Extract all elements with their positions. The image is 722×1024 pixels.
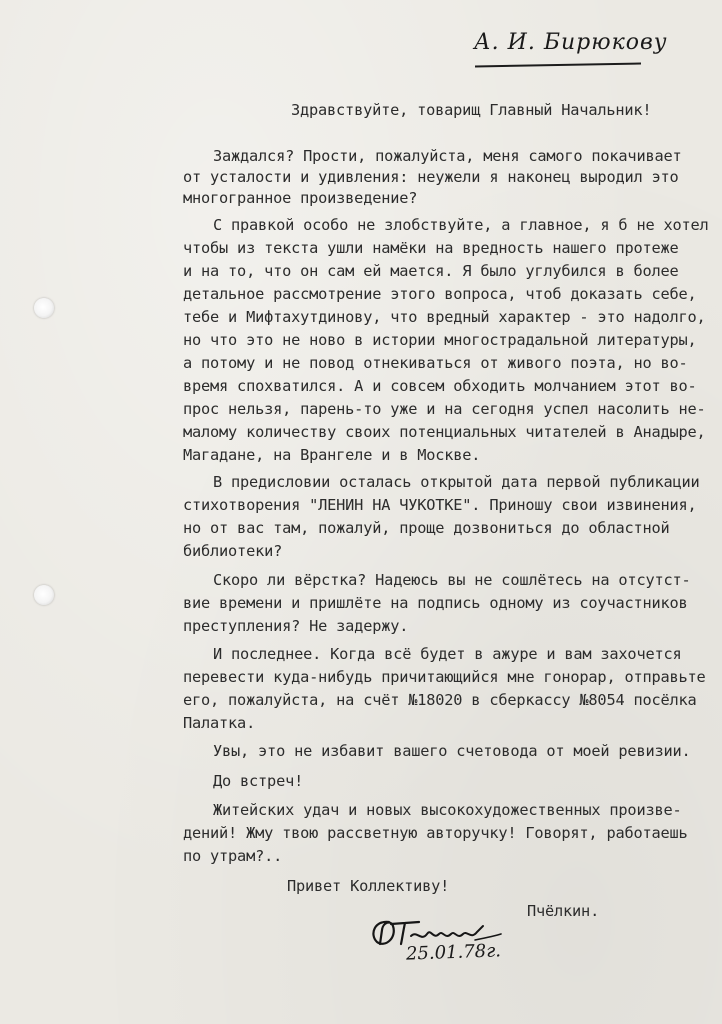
letter-line: а потому и не повод отнекиваться от живого поэта, но во-	[183, 354, 688, 372]
letter-line: но от вас там, пожалуй, проще дозвониться до областной	[183, 519, 670, 537]
letter-line: Магадане, на Врангеле и в Москве.	[183, 446, 481, 464]
letter-greeting: Здравствуйте, товарищ Главный Начальник!	[291, 101, 652, 119]
signature-name: Пчёлкин.	[527, 902, 600, 920]
letter-line: стихотворения "ЛЕНИН НА ЧУКОТКЕ". Приношу свои извинения,	[183, 496, 697, 514]
punch-hole	[34, 585, 54, 605]
letter-line: чтобы из текста ушли намёки на вредность нашего протеже	[183, 239, 679, 257]
handwritten-addressee: А. И. Бирюкову	[474, 30, 668, 55]
letter-line: дений! Жму твою рассветную авторучку! Говорят, работаешь	[183, 824, 688, 842]
letter-line: многогранное произведение?	[183, 189, 418, 207]
letter-line: В предисловии осталась открытой дата первой публикации	[213, 473, 700, 491]
letter-line: преступления? Не задержу.	[183, 617, 409, 635]
letter-line: от усталости и удивления: неужели я наконец выродил это	[183, 168, 679, 186]
letter-line: Житейских удач и новых высокохудожественных произве-	[213, 801, 682, 819]
punch-hole	[34, 298, 54, 318]
letter-line: вие времени и пришлёте на подпись одному из соучастников	[183, 594, 688, 612]
letter-line: До встреч!	[213, 772, 304, 790]
letter-line: детальное рассмотрение этого вопроса, чтоб доказать себе,	[183, 285, 697, 303]
letter-closing: Привет Коллективу!	[287, 877, 450, 895]
letter-line: его, пожалуйста, на счёт №18020 в сберкассу №8054 посёлка	[183, 691, 697, 709]
letter-line: С правкой особо не злобствуйте, а главное, я б не хотел	[213, 216, 709, 234]
letter-line: библиотеки?	[183, 542, 283, 560]
letter-line: время спохватился. А и совсем обходить молчанием этот во-	[183, 377, 697, 395]
letter-line: тебе и Мифтахутдинову, что вредный характер - это надолго,	[183, 308, 706, 326]
letter-line: и на то, что он сам ей мается. Я было углубился в более	[183, 262, 679, 280]
letter-line: И последнее. Когда всё будет в ажуре и вам захочется	[213, 645, 682, 663]
addressee-underline	[475, 63, 641, 68]
letter-line: Увы, это не избавит вашего счетовода от моей ревизии.	[213, 742, 691, 760]
letter-line: перевести куда-нибудь причитающийся мне гонорар, отправьте	[183, 668, 706, 686]
letter-line: Заждался? Прости, пожалуйста, меня самого покачивает	[213, 147, 682, 165]
letter-line: малому количеству своих потенциальных читателей в Анадыре,	[183, 423, 706, 441]
letter-line: Палатка.	[183, 714, 256, 732]
letter-line: по утрам?..	[183, 847, 283, 865]
letter-line: Скоро ли вёрстка? Надеюсь вы не сошлётесь на отсутст-	[213, 571, 691, 589]
letter-line: прос нельзя, парень-то уже и на сегодня успел насолить не-	[183, 400, 706, 418]
handwritten-date: 25.01.78г.	[405, 940, 502, 965]
letter-line: но что это не ново в истории многострадальной литературы,	[183, 331, 697, 349]
